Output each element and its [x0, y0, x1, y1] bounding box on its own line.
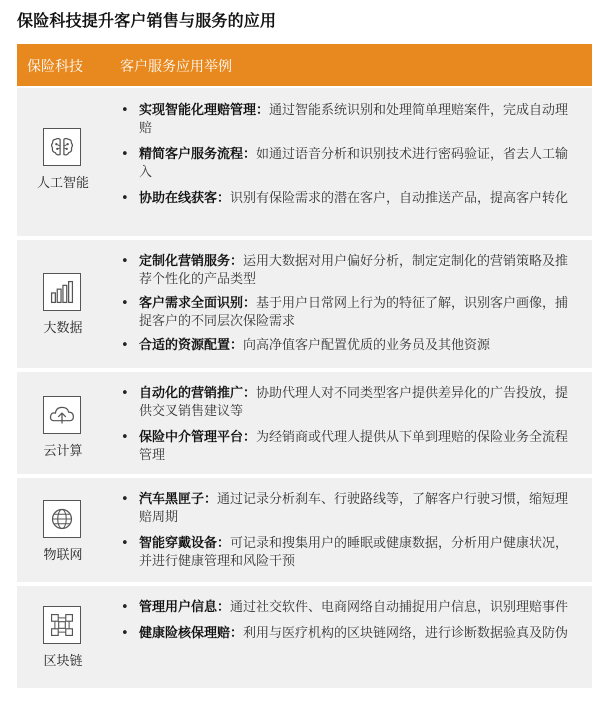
- list-item: [117, 385, 578, 421]
- table-row-iot: [17, 478, 592, 582]
- list-item: [117, 146, 578, 182]
- row-label: 区块链: [43, 654, 83, 669]
- row-items: [117, 102, 578, 208]
- table-row-bigdata: [17, 240, 592, 368]
- list-item: [117, 102, 578, 138]
- item-title: 汽车黑匣子：: [139, 492, 218, 507]
- table-header: [17, 44, 592, 86]
- item-text: 通过智能系统识别和处理简单理赔案件，完成自动理赔: [139, 103, 569, 136]
- item-text: 如通过语音分析和识别技术进行密码验证，省去人工输入: [139, 147, 569, 180]
- item-text: 通过社交软件、电商网络自动捕捉用户信息，识别理赔事件: [230, 600, 569, 615]
- header-col-tech: 保险科技: [27, 59, 83, 75]
- item-title: 实现智能化理赔管理：: [139, 103, 270, 118]
- row-items: [117, 385, 578, 465]
- row-label: 人工智能: [36, 176, 89, 191]
- item-text: 通过记录分析刹车、行驶路线等，了解客户行驶习惯，缩短理赔周期: [139, 492, 569, 525]
- item-title: 健康险核保理赔：: [139, 626, 244, 641]
- row-items: [117, 599, 578, 643]
- item-title: 智能穿戴设备：: [139, 536, 231, 551]
- item-title: 合适的资源配置：: [139, 338, 244, 353]
- item-title: 客户需求全面识别：: [139, 296, 257, 311]
- list-item: [117, 295, 578, 331]
- item-text: 基于用户日常网上行为的特征了解，识别客户画像，捕捉客户的不同层次保险需求: [139, 296, 569, 329]
- item-title: 管理用户信息：: [139, 600, 231, 615]
- page-title: 保险科技提升客户销售与服务的应用: [17, 11, 277, 30]
- bar-chart-icon: [43, 273, 81, 311]
- table-row-cloud: [17, 372, 592, 474]
- item-title: 自动化的营销推广：: [139, 386, 257, 401]
- list-item: [117, 491, 578, 527]
- item-title: 协助在线获客：: [139, 191, 231, 206]
- row-label: 大数据: [43, 321, 83, 336]
- item-text: 识别有保险需求的潜在客户，自动推送产品，提高客户转化: [230, 191, 569, 206]
- item-text: 运用大数据对用户偏好分析，制定定制化的营销策略及推荐个性化的产品类型: [139, 254, 569, 287]
- list-item: [117, 599, 578, 617]
- item-title: 定制化营销服务：: [139, 254, 244, 269]
- list-item: [117, 535, 578, 571]
- blockchain-icon: [43, 606, 81, 644]
- item-text: 向高净值客户配置优质的业务员及其他资源: [243, 338, 491, 353]
- list-item: [117, 190, 578, 208]
- item-text: 协助代理人对不同类型客户提供差异化的广告投放，提供交叉销售建议等: [139, 386, 569, 419]
- table-row-ai: [17, 88, 592, 236]
- list-item: [117, 429, 578, 465]
- table-row-blockchain: [17, 586, 592, 688]
- item-title: 精简客户服务流程：: [139, 147, 257, 162]
- row-label: 云计算: [43, 444, 83, 459]
- list-item: [117, 253, 578, 289]
- item-title: 保险中介管理平台：: [139, 430, 257, 445]
- row-label: 物联网: [43, 548, 83, 563]
- item-text: 利用与医疗机构的区块链网络，进行诊断数据验真及防伪: [243, 626, 569, 641]
- list-item: [117, 337, 578, 355]
- cloud-upload-icon: [43, 396, 81, 434]
- list-item: [117, 625, 578, 643]
- ai-brain-icon: [43, 128, 81, 166]
- globe-network-icon: [43, 500, 81, 538]
- item-text: 可记录和搜集用户的睡眠或健康数据，分析用户健康状况，并进行健康管理和风险干预: [139, 536, 569, 569]
- row-items: [117, 253, 578, 355]
- row-items: [117, 491, 578, 571]
- header-col-examples: 客户服务应用举例: [120, 59, 232, 75]
- item-text: 为经销商或代理人提供从下单到理赔的保险业务全流程管理: [139, 430, 569, 463]
